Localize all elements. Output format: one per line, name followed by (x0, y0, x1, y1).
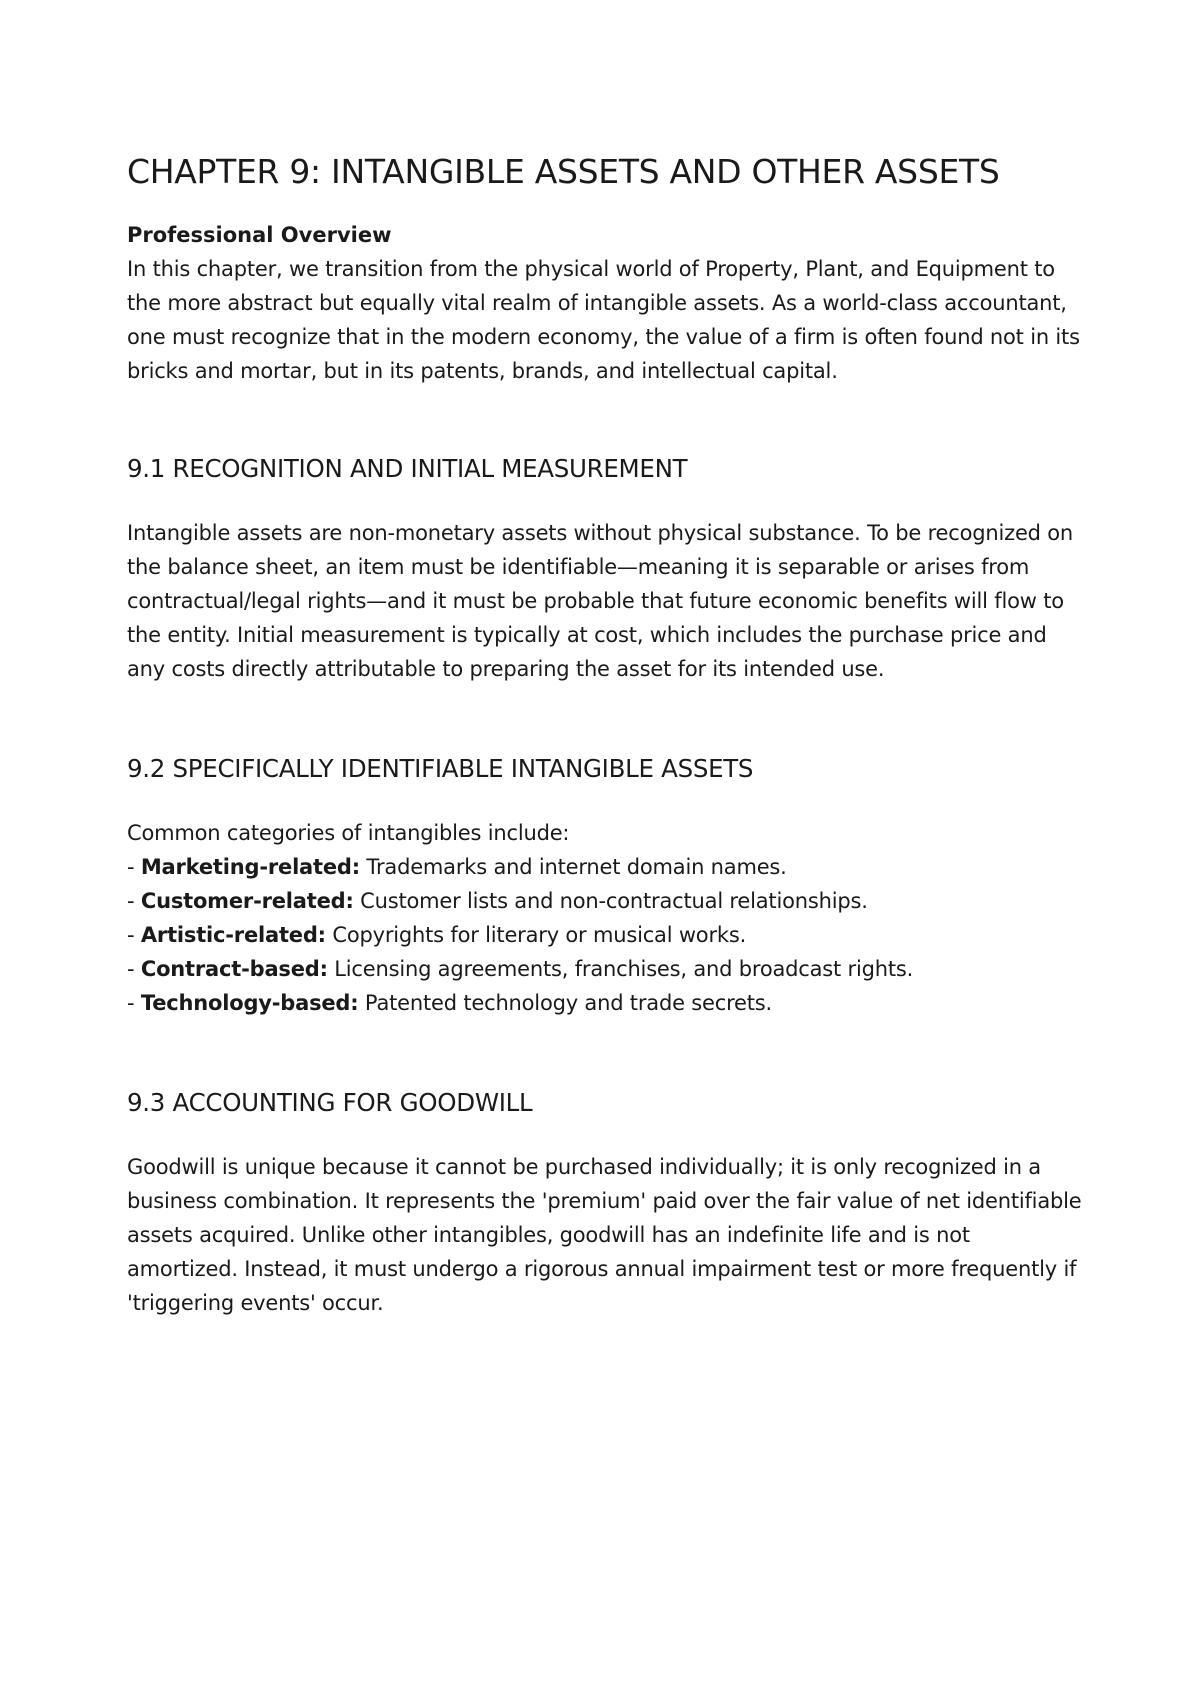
list-item-term: Artistic-related: (140, 923, 326, 947)
section-intro-9-2: Common categories of intangibles include: (127, 821, 570, 845)
list-item: - Artistic-related: Copyrights for literary or musical works. (127, 923, 747, 947)
document-page (127, 150, 1087, 1320)
section-body-9-1: Intangible assets are non-monetary assets without physical substance. To be recognized on the balance sheet, an item must be identifiable—meaning it is separable or arises from contractual/legal rights—and it must be probable that future economic benefits will flow to the entity. Initial measurement is typically at cost, which includes the purchase price and any costs directly attributable to preparing the asset for its intended use. (127, 521, 1074, 681)
section-heading-9-1: 9.1 RECOGNITION AND INITIAL MEASUREMENT (127, 454, 688, 483)
list-item-term: Marketing-related: (140, 855, 360, 879)
list-item-term: Contract-based: (140, 957, 328, 981)
list-item: - Contract-based: Licensing agreements, franchises, and broadcast rights. (127, 957, 914, 981)
overview-label: Professional Overview (127, 223, 392, 247)
section-body-9-3: Goodwill is unique because it cannot be purchased individually; it is only recognized in a business combination. It represents the 'premium' paid over the fair value of net identifiable assets acquired. Unlike other intangibles, goodwill has an indefinite life and is not amortized. Instead, it must undergo a rigorous annual impairment test or more frequently if 'triggering events' occur. (127, 1155, 1082, 1315)
list-item-term: Technology-based: (140, 991, 359, 1015)
section-heading-9-3: 9.3 ACCOUNTING FOR GOODWILL (127, 1088, 533, 1117)
chapter-title: CHAPTER 9: INTANGIBLE ASSETS AND OTHER ASSETS (127, 152, 1000, 191)
section-heading-9-2: 9.2 SPECIFICALLY IDENTIFIABLE INTANGIBLE ASSETS (127, 754, 754, 783)
list-item: - Customer-related: Customer lists and non-contractual relationships. (127, 889, 868, 913)
list-item-term: Customer-related: (140, 889, 354, 913)
list-item: - Technology-based: Patented technology and trade secrets. (127, 991, 773, 1015)
overview-paragraph: In this chapter, we transition from the physical world of Property, Plant, and Equipment to the more abstract but equally vital realm of intangible assets. As a world-class accountant, one must recognize that in the modern economy, the value of a firm is often found not in its bricks and mortar, but in its patents, brands, and intellectual capital. (127, 257, 1080, 383)
list-item: - Marketing-related: Trademarks and internet domain names. (127, 855, 787, 879)
intangibles-category-list (127, 850, 1087, 1020)
